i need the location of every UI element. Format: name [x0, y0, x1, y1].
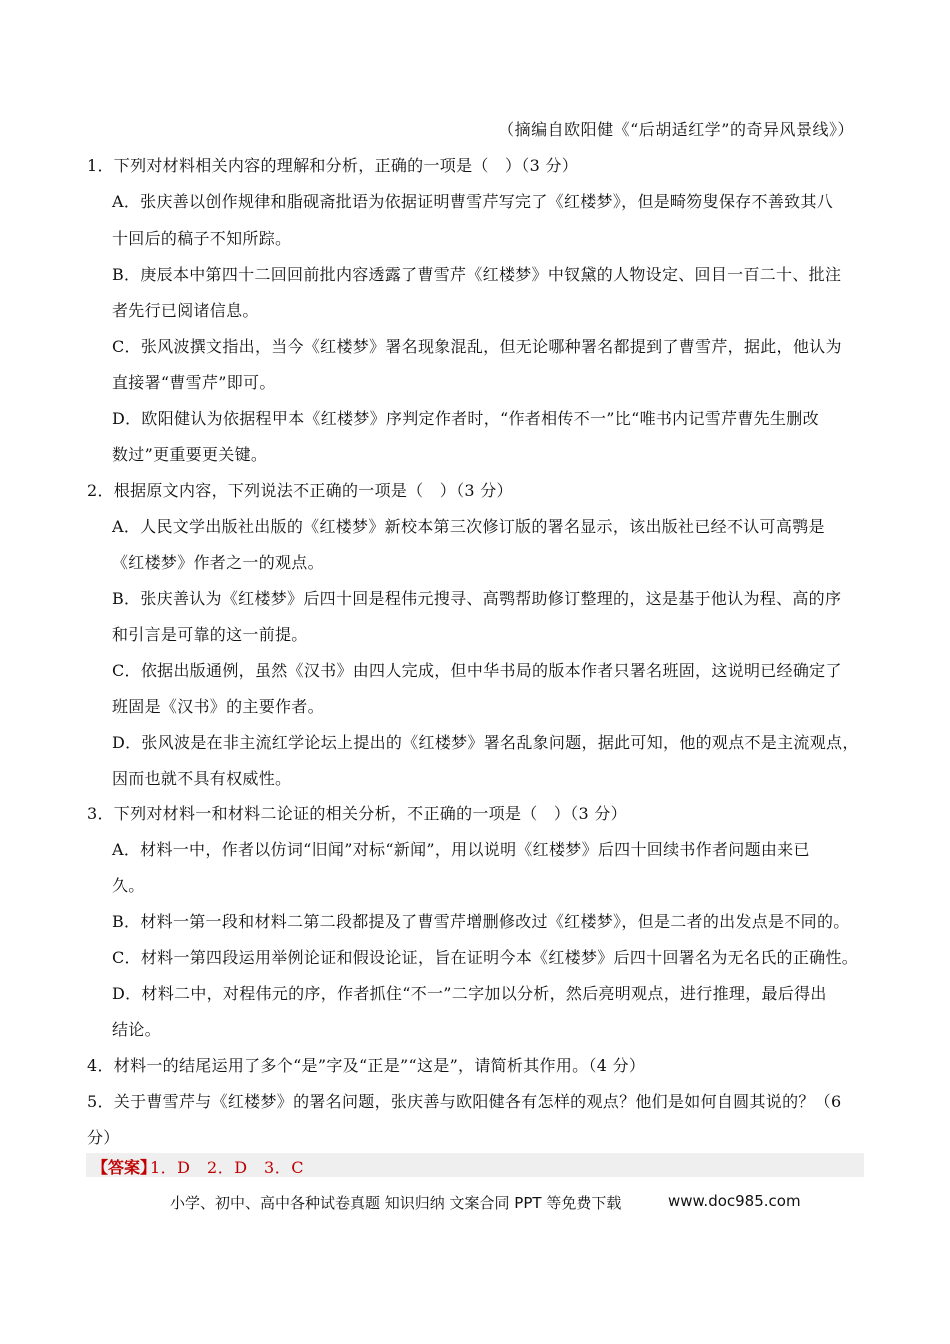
q3-option-c-line1: C．材料一第四段运用举例论证和假设论证，旨在证明今本《红楼梦》后四十回署名为无名氏的正确性。: [112, 948, 859, 967]
q2-option-d-line1: D．张风波是在非主流红学论坛上提出的《红楼梦》署名乱象问题，据此可知，他的观点不是主流观点，: [112, 733, 859, 752]
q1-option-a-line1: A．张庆善以创作规律和脂砚斋批语为依据证明曹雪芹写完了《红楼梦》，但是畸笏叟保存不善致其八: [112, 192, 834, 211]
question-3-stem: 3．下列对材料一和材料二论证的相关分析，不正确的一项是（ ）（3 分）: [87, 804, 627, 823]
question-5-stem: 5．关于曹雪芹与《红楼梦》的署名问题，张庆善与欧阳健各有怎样的观点？他们是如何自圆其说的？（6: [87, 1092, 842, 1111]
q1-option-c-line1: C．张风波撰文指出，当今《红楼梦》署名现象混乱，但无论哪种署名都提到了曹雪芹，据此，他认为: [112, 337, 842, 356]
q1-option-b-line2: 者先行已阅诸信息。: [112, 301, 259, 320]
q2-option-c-line2: 班固是《汉书》的主要作者。: [112, 697, 324, 716]
q2-option-a-line2: 《红楼梦》作者之一的观点。: [112, 553, 324, 572]
q1-option-b-line1: B．庚辰本中第四十二回回前批内容透露了曹雪芹《红楼梦》中钗黛的人物设定、回目一百二十、批注: [112, 265, 842, 284]
q2-option-b-line1: B．张庆善认为《红楼梦》后四十回是程伟元搜寻、高鹗帮助修订整理的，这是基于他认为程、高的序: [112, 589, 842, 608]
q3-option-b-line1: B．材料一第一段和材料二第二段都提及了曹雪芹增删修改过《红楼梦》，但是二者的出发点是不同的。: [112, 912, 850, 931]
question-4-stem: 4．材料一的结尾运用了多个“是”字及“正是”“这是”，请简析其作用。（4 分）: [87, 1056, 646, 1075]
q2-option-d-line2: 因而也就不具有权威性。: [112, 769, 292, 788]
q3-option-d-line2: 结论。: [112, 1020, 161, 1039]
source-citation: （摘编自欧阳健《“后胡适红学”的奇异风景线》）: [498, 120, 854, 139]
q2-option-c-line1: C．依据出版通例，虽然《汉书》由四人完成，但中华书局的版本作者只署名班固，这说明已经确定了: [112, 661, 842, 680]
q1-option-a-line2: 十回后的稿子不知所踪。: [112, 229, 292, 248]
q2-option-a-line1: A．人民文学出版社出版的《红楼梦》新校本第三次修订版的署名显示，该出版社已经不认可高鹗是: [112, 517, 825, 536]
answer-label: 【答案】: [92, 1158, 157, 1177]
q1-option-d-line2: 数过”更重要更关键。: [112, 445, 268, 464]
q1-option-c-line2: 直接署“曹雪芹”即可。: [112, 373, 276, 392]
q1-option-d-line1: D．欧阳健认为依据程甲本《红楼梦》序判定作者时，“作者相传不一”比“唯书内记雪芹曹先生删改: [112, 409, 819, 428]
answer-text: 1．D 2．D 3．C: [150, 1158, 304, 1177]
q3-option-a-line1: A．材料一中，作者以仿词“旧闻”对标“新闻”，用以说明《红楼梦》后四十回续书作者问题由来已: [112, 840, 810, 859]
question-1-stem: 1．下列对材料相关内容的理解和分析，正确的一项是（ ）（3 分）: [87, 156, 579, 175]
q3-option-d-line1: D．材料二中，对程伟元的序，作者抓住“不一”二字加以分析，然后亮明观点，进行推理，最后得出: [112, 984, 827, 1003]
q2-option-b-line2: 和引言是可靠的这一前提。: [112, 625, 308, 644]
footer-url[interactable]: www.doc985.com: [668, 1192, 801, 1210]
q3-option-a-line2: 久。: [112, 876, 145, 895]
footer-text: 小学、初中、高中各种试卷真题 知识归纳 文案合同 PPT 等免费下载: [170, 1194, 622, 1212]
question-2-stem: 2．根据原文内容，下列说法不正确的一项是（ ）（3 分）: [87, 481, 513, 500]
question-5-stem-cont: 分）: [87, 1128, 120, 1147]
